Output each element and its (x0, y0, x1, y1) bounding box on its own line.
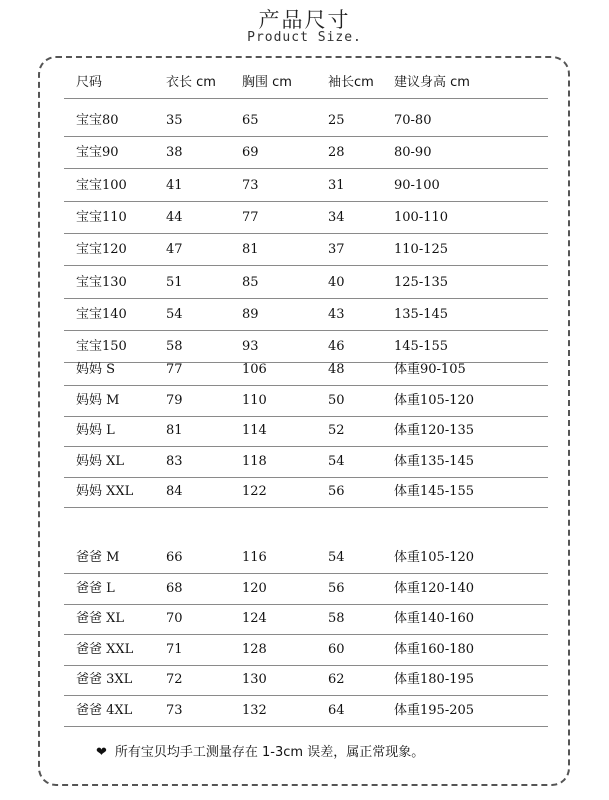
cell-sleeve: 62 (328, 672, 345, 687)
cell-height: 体重160-180 (394, 641, 475, 657)
table-row (64, 665, 548, 696)
table-row (64, 138, 548, 169)
header-size: 尺码 (76, 75, 103, 90)
header-height: 建议身高 cm (394, 75, 470, 90)
cell-length: 70 (166, 611, 183, 626)
table-row (64, 203, 548, 234)
table-row (64, 635, 548, 666)
cell-size: 妈妈 S (76, 362, 116, 377)
cell-size: 宝宝100 (76, 177, 127, 193)
cell-sleeve: 40 (328, 274, 345, 290)
cell-sleeve: 46 (328, 339, 345, 355)
table-row (64, 386, 548, 417)
cell-chest: 130 (242, 672, 267, 687)
cell-length: 72 (166, 672, 183, 687)
cell-height: 135-145 (394, 306, 449, 322)
table-row (64, 268, 548, 299)
cell-height: 90-100 (394, 177, 440, 193)
cell-size: 爸爸 XXL (76, 641, 134, 657)
cell-height: 体重195-205 (394, 702, 475, 718)
measurement-note (96, 741, 424, 760)
cell-height: 体重140-160 (394, 611, 475, 626)
cell-chest: 132 (242, 702, 267, 718)
note-text: 所有宝贝均手工测量存在 1-3cm 误差，属正常现象。 (114, 745, 425, 760)
header-sleeve: 袖长cm (328, 75, 374, 90)
cell-height: 体重145-155 (394, 484, 475, 499)
cell-length: 68 (166, 580, 183, 596)
cell-length: 51 (166, 274, 183, 290)
cell-chest: 85 (242, 274, 259, 290)
cell-length: 41 (166, 177, 183, 193)
cell-chest: 93 (242, 339, 259, 355)
cell-size: 宝宝90 (76, 145, 119, 161)
cell-size: 宝宝140 (76, 306, 127, 322)
cell-size: 妈妈 L (76, 423, 115, 438)
cell-length: 44 (166, 209, 183, 225)
cell-sleeve: 60 (328, 641, 345, 657)
cell-size: 爸爸 L (76, 580, 115, 596)
header-length: 衣长 cm (166, 75, 216, 90)
cell-size: 宝宝130 (76, 274, 127, 290)
cell-height: 体重105-120 (394, 392, 475, 408)
table-header (64, 68, 548, 99)
cell-height: 体重120-135 (394, 423, 475, 438)
cell-sleeve: 25 (328, 113, 345, 128)
header-chest: 胸围 cm (242, 75, 292, 90)
cell-length: 66 (166, 550, 183, 565)
cell-height: 145-155 (394, 339, 449, 355)
cell-size: 爸爸 4XL (76, 702, 133, 718)
table-row (64, 447, 548, 478)
table-row (64, 574, 548, 605)
cell-length: 81 (166, 423, 183, 438)
cell-sleeve: 54 (328, 550, 345, 565)
cell-height: 110-125 (394, 242, 449, 258)
table-row (64, 543, 548, 574)
cell-length: 79 (166, 392, 183, 408)
cell-sleeve: 37 (328, 242, 345, 258)
cell-length: 83 (166, 453, 183, 469)
table-row (64, 416, 548, 447)
cell-chest: 128 (242, 641, 267, 657)
cell-size: 宝宝110 (76, 209, 127, 225)
cell-chest: 106 (242, 362, 267, 377)
table-row (64, 235, 548, 266)
cell-height: 体重135-145 (394, 453, 475, 469)
cell-chest: 116 (242, 550, 267, 565)
cell-sleeve: 54 (328, 453, 345, 469)
cell-sleeve: 48 (328, 362, 345, 377)
table-row (64, 106, 548, 137)
table-row (64, 604, 548, 635)
cell-sleeve: 31 (328, 177, 345, 193)
cell-size: 爸爸 XL (76, 611, 125, 626)
cell-chest: 73 (242, 177, 259, 193)
cell-sleeve: 52 (328, 423, 345, 438)
table-row (64, 477, 548, 508)
cell-length: 47 (166, 242, 183, 258)
cell-height: 80-90 (394, 145, 432, 161)
page-title: 产品尺寸 (258, 8, 351, 32)
cell-chest: 77 (242, 209, 259, 225)
cell-chest: 122 (242, 484, 267, 499)
table-row (64, 355, 548, 386)
cell-sleeve: 56 (328, 484, 345, 499)
cell-length: 54 (166, 306, 183, 322)
cell-sleeve: 28 (328, 145, 345, 161)
cell-size: 爸爸 M (76, 550, 120, 565)
cell-length: 84 (166, 484, 183, 499)
cell-sleeve: 50 (328, 392, 345, 408)
cell-height: 100-110 (394, 209, 449, 225)
cell-height: 70-80 (394, 113, 432, 128)
cell-size: 宝宝120 (76, 242, 127, 258)
cell-chest: 69 (242, 145, 259, 161)
cell-height: 体重180-195 (394, 672, 475, 687)
cell-size: 宝宝150 (76, 339, 127, 355)
cell-length: 73 (166, 702, 183, 718)
cell-size: 爸爸 3XL (76, 672, 133, 687)
cell-size: 妈妈 M (76, 392, 120, 408)
table-row (64, 300, 548, 331)
table-row (64, 696, 548, 727)
cell-chest: 65 (242, 113, 259, 128)
cell-length: 58 (166, 339, 183, 355)
cell-length: 77 (166, 362, 183, 377)
cell-length: 35 (166, 113, 183, 128)
cell-chest: 89 (242, 306, 259, 322)
cell-sleeve: 34 (328, 209, 345, 225)
cell-length: 71 (166, 641, 183, 657)
cell-height: 体重90-105 (394, 362, 466, 377)
cell-height: 125-135 (394, 274, 449, 290)
cell-chest: 110 (242, 392, 267, 408)
cell-sleeve: 56 (328, 580, 345, 596)
cell-height: 体重105-120 (394, 550, 475, 565)
cell-size: 妈妈 XXL (76, 484, 134, 499)
cell-chest: 120 (242, 580, 267, 596)
cell-sleeve: 43 (328, 306, 345, 322)
cell-sleeve: 64 (328, 702, 345, 718)
cell-size: 妈妈 XL (76, 453, 125, 469)
page-subtitle: Product Size. (247, 30, 362, 45)
cell-size: 宝宝80 (76, 113, 119, 128)
cell-sleeve: 58 (328, 611, 345, 626)
cell-length: 38 (166, 145, 183, 161)
cell-chest: 114 (242, 423, 267, 438)
table-row (64, 171, 548, 202)
cell-height: 体重120-140 (394, 580, 475, 596)
cell-chest: 118 (242, 453, 267, 469)
cell-chest: 81 (242, 242, 259, 258)
heart-icon: ❤ (96, 745, 107, 760)
cell-chest: 124 (242, 611, 267, 626)
